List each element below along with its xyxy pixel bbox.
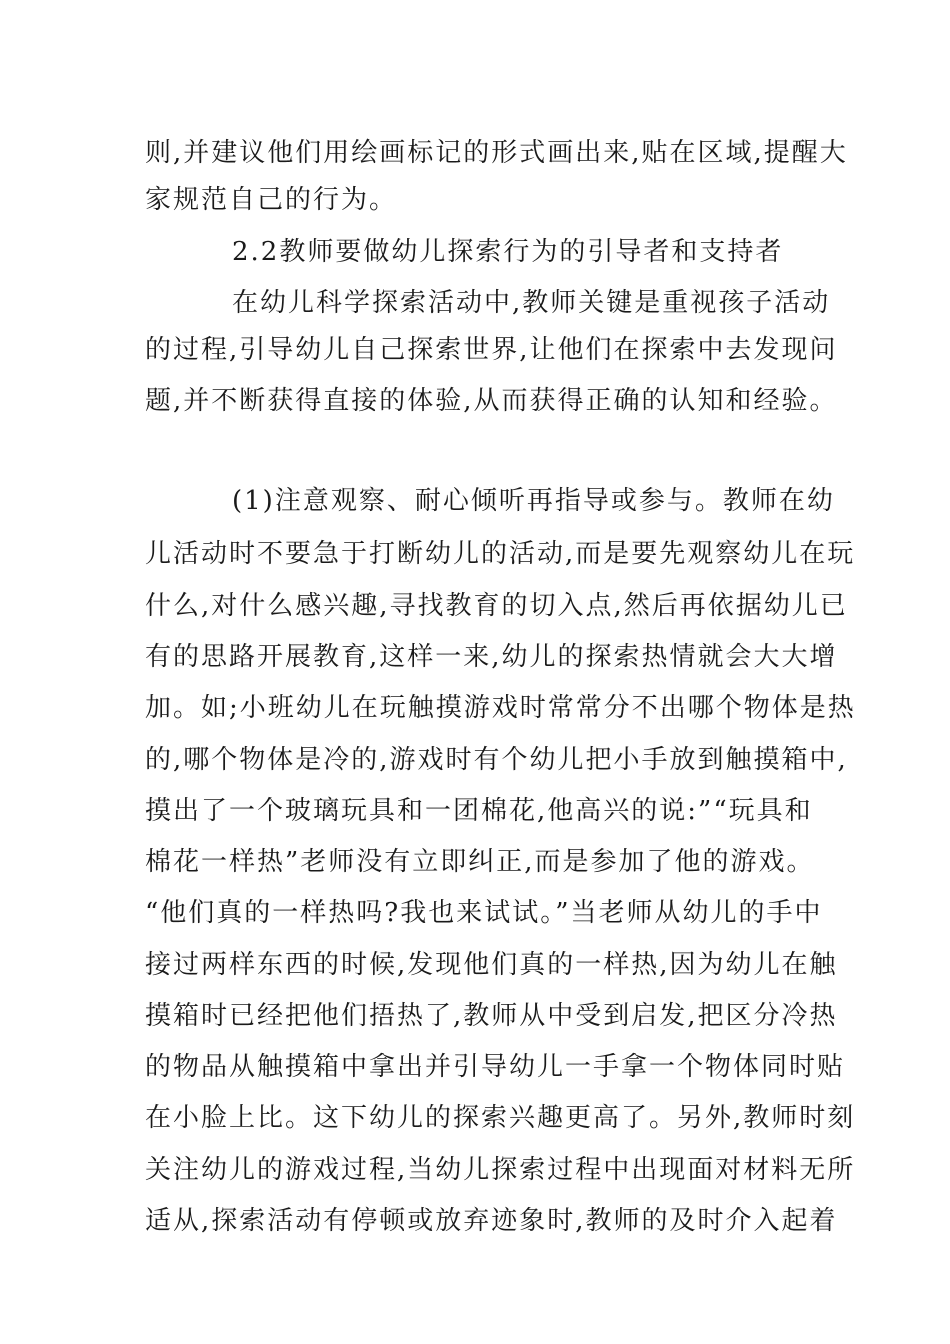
text-line: 在小脸上比。这下幼儿的探索兴趣更高了。另外,教师时刻 <box>145 1103 856 1133</box>
text-line: 接过两样东西的时候,发现他们真的一样热,因为幼儿在触 <box>145 950 838 980</box>
text-line: 家规范自己的行为。 <box>145 185 398 215</box>
text-line: 摸箱时已经把他们捂热了,教师从中受到启发,把区分冷热 <box>145 1001 838 1031</box>
text-line: 有的思路开展教育,这样一来,幼儿的探索热情就会大大增 <box>145 642 838 672</box>
text-line: 棉花一样热”老师没有立即纠正,而是参加了他的游戏。 <box>145 847 815 877</box>
text-line: 儿活动时不要急于打断幼儿的活动,而是要先观察幼儿在玩 <box>145 539 856 569</box>
text-line: 的,哪个物体是冷的,游戏时有个幼儿把小手放到触摸箱中, <box>145 745 848 775</box>
text-line: 的物品从触摸箱中拿出并引导幼儿一手拿一个物体同时贴 <box>145 1052 846 1082</box>
text-line: 的过程,引导幼儿自己探索世界,让他们在探索中去发现问 <box>145 335 838 365</box>
text-line: “他们真的一样热吗?我也来试试。”当老师从幼儿的手中 <box>145 898 823 928</box>
text-line: 关注幼儿的游戏过程,当幼儿探索过程中出现面对材料无所 <box>145 1155 856 1185</box>
text-line: 什么,对什么感兴趣,寻找教育的切入点,然后再依据幼儿已 <box>145 591 848 621</box>
text-line: 加。如;小班幼儿在玩触摸游戏时常常分不出哪个物体是热 <box>145 693 856 723</box>
text-line: 摸出了一个玻璃玩具和一团棉花,他高兴的说:”“玩具和 <box>145 796 813 826</box>
paragraph-first-line: 在幼儿科学探索活动中,教师关键是重视孩子活动 <box>232 288 831 318</box>
section-heading: 2.2教师要做幼儿探索行为的引导者和支持者 <box>232 237 784 267</box>
text-line: 适从,探索活动有停顿或放弃迹象时,教师的及时介入起着 <box>145 1206 838 1236</box>
text-line: 题,并不断获得直接的体验,从而获得正确的认知和经验。 <box>145 386 838 416</box>
text-line: 则,并建议他们用绘画标记的形式画出来,贴在区域,提醒大 <box>145 138 848 168</box>
paragraph-first-line: (1)注意观察、耐心倾听再指导或参与。教师在幼 <box>232 486 835 516</box>
